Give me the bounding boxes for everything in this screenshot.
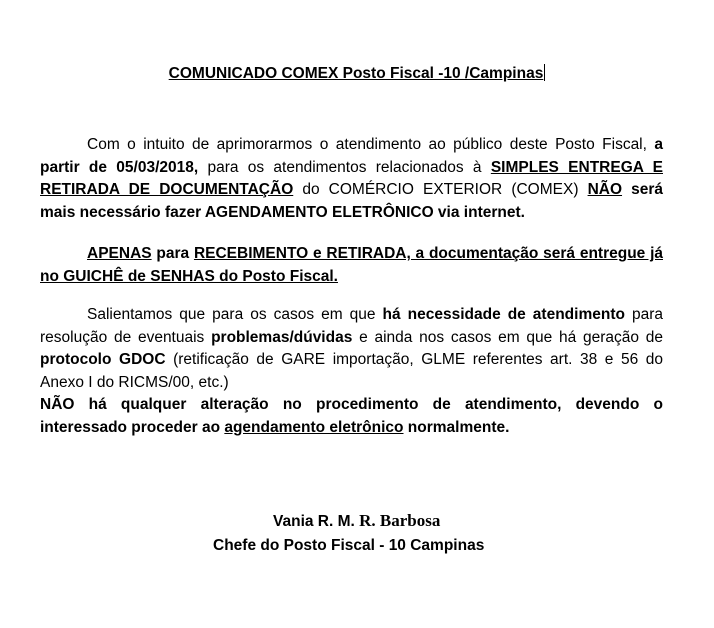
paragraph-nao-ha — [40, 394, 663, 439]
p1-simples-entrega: SIMPLES ENTREGA E RETIRADA DE DOCUMENTAÇÃO — [40, 158, 663, 198]
p3-text-1: Salientamos que para os casos em que — [87, 306, 383, 323]
p4-agendamento: agendamento eletrônico — [224, 418, 404, 436]
p4-text-2: normalmente. — [403, 418, 510, 436]
signature-name-part-2: R. Barbosa — [359, 511, 441, 530]
p1-nao: NÃO — [587, 181, 623, 198]
text-cursor — [544, 64, 545, 81]
p1-text-2: para os atendimentos relacionados à — [198, 158, 491, 176]
document-title — [0, 64, 714, 83]
p1-text-1: Com o intuito de aprimorarmos o atendimento ao público deste Posto Fiscal, — [87, 136, 655, 153]
signature-role: Chefe do Posto Fiscal - 10 Campinas — [213, 537, 485, 554]
p3-problemas: problemas/dúvidas — [211, 328, 353, 346]
paragraph-apenas — [40, 243, 663, 288]
signature-name — [273, 511, 440, 531]
p3-text-3: e ainda nos casos em que há geração de — [352, 328, 663, 346]
p3-text-2: para resolução de eventuais — [40, 306, 663, 346]
document-title-text: COMUNICADO COMEX Posto Fiscal -10 /Campinas — [168, 65, 544, 82]
paragraph-intro — [40, 134, 663, 224]
p3-gdoc: protocolo GDOC — [40, 351, 166, 368]
p2-para: para — [151, 245, 194, 262]
p2-apenas: APENAS — [87, 245, 152, 262]
p1-date: a partir de 05/03/2018, — [40, 136, 663, 176]
p2-recebimento: RECEBIMENTO e RETIRADA, a documentação será entregue já no GUICHÊ de SENHAS do Posto Fiscal. — [40, 245, 663, 285]
signature-name-part-1: Vania R. M. — [273, 513, 360, 530]
p1-text-3: do COMÉRCIO EXTERIOR (COMEX) — [293, 181, 588, 198]
paragraph-salientamos — [40, 304, 663, 394]
p3-necessidade: há necessidade de atendimento — [382, 306, 625, 323]
p1-text-4: será mais necessário fazer AGENDAMENTO ELETRÔNICO via internet. — [40, 181, 664, 221]
p4-text-1: NÃO há qualquer alteração no procedimento de atendimento, devendo o interessado proceder ao — [40, 396, 663, 436]
p3-text-4: (retificação de GARE importação, GLME referentes art. 38 e 56 do Anexo I do RICMS/00, etc.) — [40, 351, 663, 391]
